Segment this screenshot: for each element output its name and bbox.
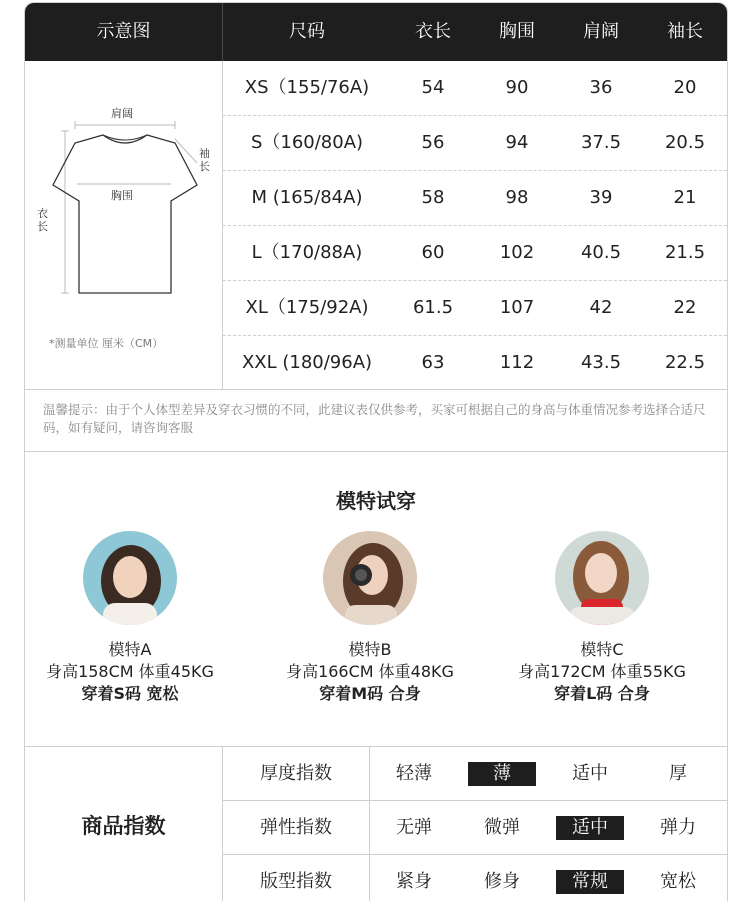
size-tip: 温馨提示：由于个人体型差异及穿衣习惯的不同，此建议表仅供参考，买家可根据自己的身高与体重情况参考选择合适尺码，如有疑问，请咨询客服 (43, 402, 706, 435)
diagram-shoulder-label: 肩阔 (111, 107, 133, 120)
index-option: 弹力 (660, 817, 696, 838)
diagram-length-label: 衣长 (37, 207, 48, 233)
model-stats: 身高166CM 体重48KG (286, 662, 454, 681)
model-fit: 穿着L码 合身 (554, 684, 650, 703)
index-option: 适中 (572, 763, 608, 784)
table-row (223, 336, 727, 390)
sleeve-value: 22.5 (664, 352, 706, 373)
index-option: 厚 (669, 763, 687, 784)
models-title: 模特试穿 (336, 489, 416, 513)
chest-value: 102 (499, 242, 535, 263)
header-sleeve: 袖长 (667, 21, 703, 42)
index-option-selected: 薄 (459, 747, 545, 800)
model-b-avatar (323, 531, 417, 625)
index-option: 轻薄 (396, 763, 432, 784)
index-option-selected: 常规 (545, 855, 635, 901)
chest-value: 112 (499, 352, 535, 373)
length-value: 56 (421, 132, 445, 153)
size-label: XL（175/92A) (245, 297, 369, 318)
sleeve-value: 22 (673, 297, 697, 318)
length-value: 58 (421, 187, 445, 208)
index-label: 厚度指数 (223, 747, 370, 800)
index-row-elasticity (223, 801, 727, 855)
unit-note: *测量单位 厘米（CM） (49, 337, 164, 350)
shoulder-value: 43.5 (580, 352, 622, 373)
sleeve-value: 21.5 (664, 242, 706, 263)
header-chest: 胸围 (499, 21, 535, 42)
index-option: 无弹 (396, 817, 432, 838)
model-c-avatar (555, 531, 649, 625)
index-row-fit (223, 855, 727, 901)
size-label: L（170/88A) (251, 242, 363, 263)
tip-divider (25, 451, 727, 452)
diagram-sleeve-label: 袖长 (199, 147, 210, 173)
chest-value: 90 (505, 77, 529, 98)
index-option: 修身 (484, 871, 520, 892)
diagram-chest-label: 胸围 (111, 189, 133, 202)
model-stats: 身高172CM 体重55KG (518, 662, 686, 681)
model-a-avatar (83, 531, 177, 625)
shoulder-value: 42 (589, 297, 613, 318)
table-bottom-divider (25, 389, 727, 390)
header-length: 衣长 (415, 21, 451, 42)
model-fit: 穿着S码 宽松 (81, 684, 179, 703)
table-row (223, 171, 727, 226)
shoulder-value: 36 (589, 77, 613, 98)
length-value: 54 (421, 77, 445, 98)
model-name: 模特A (108, 640, 152, 659)
shoulder-value: 39 (589, 187, 613, 208)
index-option: 紧身 (396, 871, 432, 892)
model-name: 模特B (348, 640, 392, 659)
index-label: 弹性指数 (223, 801, 370, 854)
index-option-selected: 适中 (545, 801, 635, 854)
table-row (223, 116, 727, 171)
size-guide-card (24, 2, 728, 901)
size-label: M (165/84A) (251, 187, 363, 208)
sleeve-value: 20.5 (664, 132, 706, 153)
chest-value: 107 (499, 297, 535, 318)
table-header (25, 3, 727, 61)
tshirt-diagram (25, 61, 223, 389)
length-value: 61.5 (412, 297, 454, 318)
shoulder-value: 37.5 (580, 132, 622, 153)
model-card (487, 531, 717, 705)
header-shoulder: 肩阔 (583, 21, 619, 42)
table-row (223, 61, 727, 116)
size-label: S（160/80A) (250, 132, 364, 153)
chest-value: 98 (505, 187, 529, 208)
length-value: 60 (421, 242, 445, 263)
size-label: XS（155/76A) (244, 77, 370, 98)
model-fit: 穿着M码 合身 (319, 684, 421, 703)
sleeve-value: 20 (673, 77, 697, 98)
table-row (223, 226, 727, 281)
shoulder-value: 40.5 (580, 242, 622, 263)
model-card (255, 531, 485, 705)
length-value: 63 (421, 352, 445, 373)
size-label: XXL (180/96A) (241, 352, 373, 373)
product-index-title: 商品指数 (25, 746, 223, 901)
model-card (24, 531, 245, 705)
chest-value: 94 (505, 132, 529, 153)
table-row (223, 281, 727, 336)
model-stats: 身高158CM 体重45KG (46, 662, 214, 681)
header-diagram: 示意图 (96, 21, 151, 42)
sleeve-value: 21 (673, 187, 697, 208)
index-option: 微弹 (484, 817, 520, 838)
index-label: 版型指数 (223, 855, 370, 901)
index-option: 宽松 (660, 871, 696, 892)
header-size: 尺码 (289, 21, 325, 42)
index-row-thickness (223, 747, 727, 801)
model-name: 模特C (580, 640, 624, 659)
